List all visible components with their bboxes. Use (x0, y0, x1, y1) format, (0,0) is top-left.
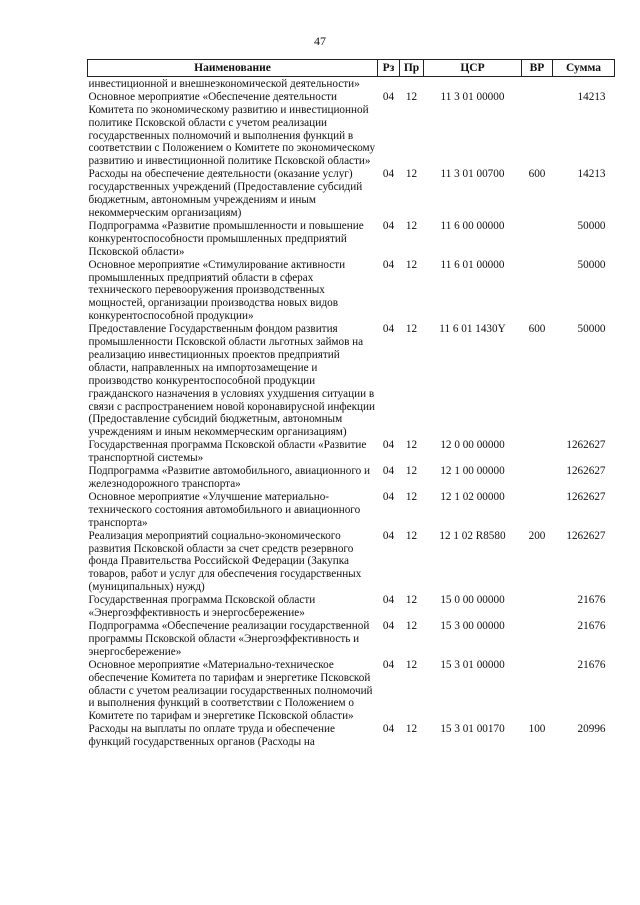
row-name: Государственная программа Псковской области «Развитие транспортной системы» (88, 439, 367, 465)
table-row (88, 659, 615, 724)
header-csr: ЦСР (424, 60, 522, 77)
row-csr: 11 6 01 00000 (440, 258, 505, 271)
row-csr: 11 3 01 00700 (440, 168, 505, 181)
row-name: Основное мероприятие «Стимулирование активности промышленных предприятий области в сферах технического перевооружения производственных мощностей, организации производства новых видов конкурентоспособной продукции» (88, 258, 346, 323)
row-name: Расходы на выплаты по оплате труда и обеспечение функций государственных органов (Расходы на (88, 723, 335, 749)
row-csr: 12 0 00 00000 (440, 439, 505, 452)
row-pr: 12 (405, 529, 418, 542)
row-rz: 04 (382, 439, 395, 452)
row-name: Подпрограмма «Обеспечение реализации государственной программы Псковской области «Энергоэффективность и энергосбережение» (88, 619, 370, 658)
row-pr (400, 76, 424, 90)
header-pr: Пр (400, 60, 424, 77)
row-sum: 1262627 (566, 529, 606, 542)
row-pr: 12 (405, 619, 418, 632)
row-pr: 12 (405, 490, 418, 503)
row-vr (522, 594, 553, 620)
row-vr (522, 259, 553, 324)
row-rz: 04 (382, 658, 395, 671)
row-csr (424, 76, 522, 90)
row-rz: 04 (382, 90, 395, 103)
row-vr (522, 91, 553, 168)
row-sum: 21676 (577, 594, 606, 607)
row-name: Государственная программа Псковской области «Энергоэффективность и энергосбережение» (88, 594, 316, 620)
header-sum: Сумма (553, 60, 615, 77)
row-vr: 600 (528, 323, 546, 336)
row-pr: 12 (405, 594, 418, 607)
row-vr (522, 76, 553, 90)
table-row (88, 594, 615, 620)
header-rz: Рз (378, 60, 400, 77)
row-sum: 1262627 (566, 490, 606, 503)
row-vr (522, 659, 553, 724)
row-sum: 14213 (577, 90, 606, 103)
table-row (88, 491, 615, 530)
row-csr: 11 3 01 00000 (440, 90, 505, 103)
row-csr: 12 1 02 R8580 (439, 529, 506, 542)
table-row (88, 465, 615, 491)
row-csr: 15 3 00 00000 (440, 619, 505, 632)
row-csr: 11 6 01 1430Y (439, 323, 506, 336)
row-csr: 15 3 01 00000 (440, 658, 505, 671)
table-body (88, 76, 615, 749)
row-name: Реализация мероприятий социально-экономического развития Псковской области за счет средств резервного фонда Правительства Российской Федерации (Закупка товаров, работ и услуг для обеспечения государственных (муниципальных) нужд) (88, 529, 362, 594)
row-vr: 200 (528, 529, 546, 542)
budget-table (87, 59, 615, 749)
row-rz (378, 76, 400, 90)
row-rz: 04 (382, 258, 395, 271)
row-sum: 21676 (577, 619, 606, 632)
row-name: Предоставление Государственным фондом развития промышленности Псковской области льготных займов на реализацию инвестиционных проектов предприятий области, направленных на импортозамещение и производство конкурентоспособной продукции гражданского назначения в условиях ухудшения ситуации в связи с распространением новой коронавирусной инфекции (Предоставление субсидий бюджетным, автономным учреждениям и иным некоммерческим организациям) (88, 323, 375, 439)
row-name: инвестиционной и внешнеэкономической деятельности» (88, 77, 360, 90)
table-header-row (88, 60, 615, 77)
row-name: Подпрограмма «Развитие автомобильного, авиационного и железнодорожного транспорта» (88, 465, 371, 490)
row-pr: 12 (405, 658, 418, 671)
row-name: Подпрограмма «Развитие промышленности и повышение конкурентоспособности промышленных предприятий Псковской области» (88, 219, 364, 258)
row-vr (522, 220, 553, 259)
row-pr: 12 (405, 723, 418, 736)
row-name: Основное мероприятие «Улучшение материально-технического состояния автомобильного и авиационного транспорта» (88, 490, 361, 529)
table-row (88, 76, 615, 90)
row-vr (522, 491, 553, 530)
row-sum: 1262627 (566, 439, 606, 452)
row-name: Расходы на обеспечение деятельности (оказание услуг) государственных учреждений (Предоставление субсидий бюджетным, автономным учреждениям и иным некоммерческим организациям) (88, 168, 363, 219)
header-name: Наименование (88, 60, 378, 77)
row-csr: 15 3 01 00170 (440, 723, 505, 736)
table-row (88, 620, 615, 659)
table-row (88, 439, 615, 465)
row-rz: 04 (382, 465, 395, 478)
row-sum: 20996 (577, 723, 606, 736)
row-sum: 1262627 (566, 465, 606, 478)
row-rz: 04 (382, 219, 395, 232)
table-row (88, 168, 615, 220)
row-vr (522, 465, 553, 491)
row-csr: 12 1 02 00000 (440, 490, 505, 503)
table-row (88, 220, 615, 259)
row-rz: 04 (382, 168, 395, 181)
row-pr: 12 (405, 465, 418, 478)
page-number: 47 (314, 34, 326, 48)
row-csr: 15 0 00 00000 (440, 594, 505, 607)
table-row (88, 530, 615, 595)
table-row (88, 723, 615, 749)
header-vr: ВР (522, 60, 553, 77)
row-rz: 04 (382, 490, 395, 503)
row-sum: 14213 (577, 168, 606, 181)
table-row (88, 323, 615, 439)
row-sum (553, 76, 615, 90)
row-pr: 12 (405, 219, 418, 232)
row-pr: 12 (405, 258, 418, 271)
row-rz: 04 (382, 323, 395, 336)
row-vr (522, 439, 553, 465)
row-sum: 21676 (577, 658, 606, 671)
row-pr: 12 (405, 439, 418, 452)
row-vr (522, 620, 553, 659)
row-rz: 04 (382, 594, 395, 607)
table-row (88, 259, 615, 324)
row-rz: 04 (382, 529, 395, 542)
row-csr: 12 1 00 00000 (440, 465, 505, 478)
row-csr: 11 6 00 00000 (440, 219, 505, 232)
row-rz: 04 (382, 723, 395, 736)
row-pr: 12 (405, 168, 418, 181)
row-pr: 12 (405, 323, 418, 336)
row-vr: 100 (528, 723, 546, 736)
row-name: Основное мероприятие «Обеспечение деятельности Комитета по экономическому развитию и инвестиционной политике Псковской области с учетом реализации государственных полномочий и выполнения функций в соответствии с Положением о Комитете по экономическому развитию и инвестиционной политике Псковской области» (88, 90, 376, 168)
row-sum: 50000 (577, 219, 606, 232)
row-vr: 600 (528, 168, 546, 181)
row-sum: 50000 (577, 258, 606, 271)
row-sum: 50000 (577, 323, 606, 336)
table-row (88, 91, 615, 168)
row-pr: 12 (405, 90, 418, 103)
row-name: Основное мероприятие «Материально-техническое обеспечение Комитета по тарифам и энергетике Псковской области с учетом реализации государственных полномочий и выполнения функций в соответствии с Положением о Комитете по тарифам и энергетике Псковской области» (88, 658, 373, 723)
row-rz: 04 (382, 619, 395, 632)
